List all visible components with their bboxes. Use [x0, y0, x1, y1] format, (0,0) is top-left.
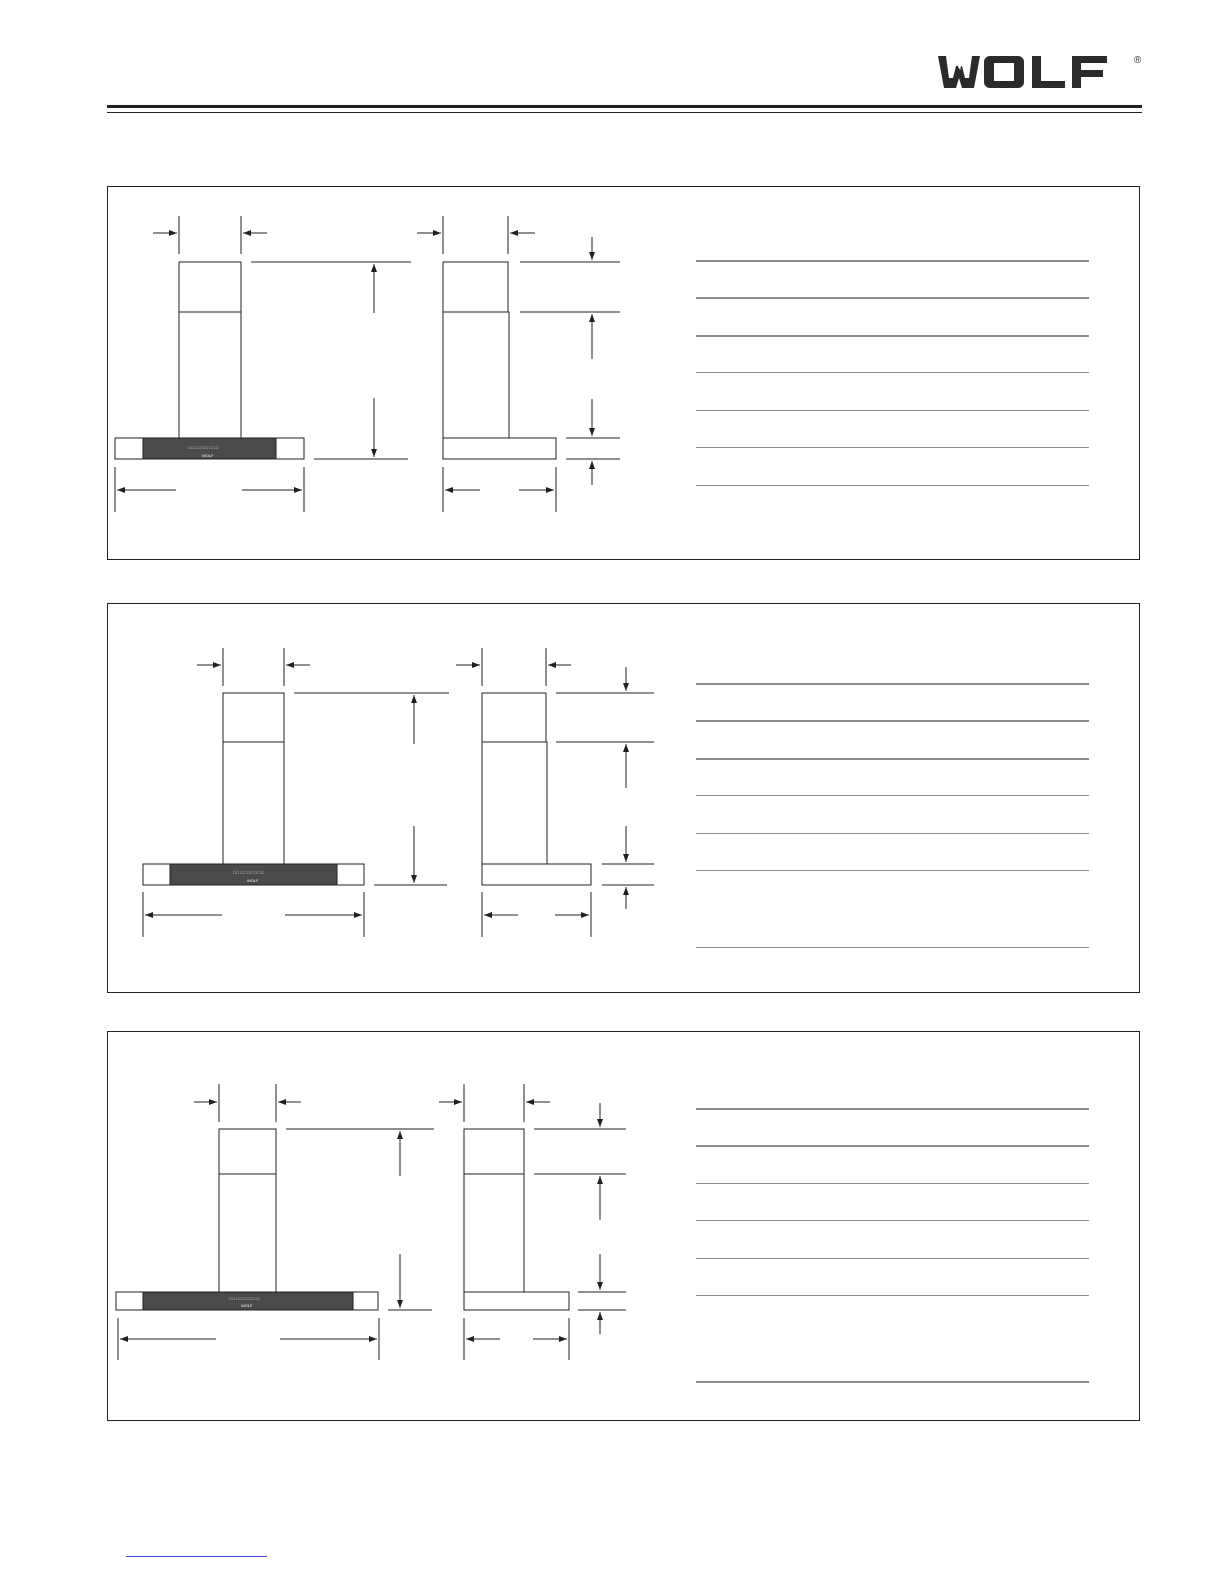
spec-row: [696, 870, 1089, 871]
duct-upper-front: [179, 262, 241, 312]
spec-row: [696, 1183, 1089, 1184]
spec-row: [696, 1258, 1089, 1259]
spec-row: [696, 297, 1089, 299]
spec-row: [696, 260, 1089, 262]
spec-row: [696, 447, 1089, 448]
hood-drawing-3: [108, 1032, 1141, 1422]
hood-diagram-panel-3: [107, 1031, 1140, 1421]
spec-row: [696, 1295, 1089, 1296]
control-buttons-3: □ □ □ □ □ □ □ □ □: [229, 1296, 260, 1301]
spec-row: [696, 795, 1089, 796]
spec-row: [696, 758, 1089, 760]
footer-link[interactable]: [126, 1556, 267, 1557]
spec-row: [696, 485, 1089, 486]
hood-diagram-panel-1: [107, 186, 1140, 560]
spec-row: [696, 372, 1089, 373]
svg-text:®: ®: [1134, 55, 1142, 66]
duct-lower-side: [443, 312, 509, 438]
control-strip-label-1: WOLF: [202, 453, 214, 458]
hood-diagram-panel-2: [107, 603, 1140, 993]
control-buttons-2: □ □ □ □ □ □ □ □ □: [233, 870, 264, 875]
spec-row: [696, 1220, 1089, 1221]
spec-row: [696, 1145, 1089, 1147]
spec-row: [696, 1108, 1089, 1110]
duct-upper-side: [443, 262, 508, 312]
control-strip-label-2: WOLF: [247, 878, 259, 883]
hood-drawing-1: [108, 187, 1141, 561]
duct-lower-front: [179, 312, 241, 438]
control-buttons-1: □ □ □ □ □ □ □ □ □: [188, 445, 219, 450]
spec-row: [696, 410, 1089, 411]
spec-row: [696, 1381, 1089, 1383]
hood-drawing-2: [108, 604, 1141, 994]
spec-row: [696, 720, 1089, 722]
header-rule: [107, 105, 1142, 117]
spec-row: [696, 335, 1089, 337]
spec-row: [696, 833, 1089, 834]
control-strip-label-3: WOLF: [241, 1303, 253, 1308]
canopy-side: [443, 438, 556, 459]
spec-row: [696, 947, 1089, 948]
spec-row: [696, 683, 1089, 685]
wolf-logo: [934, 50, 1144, 92]
